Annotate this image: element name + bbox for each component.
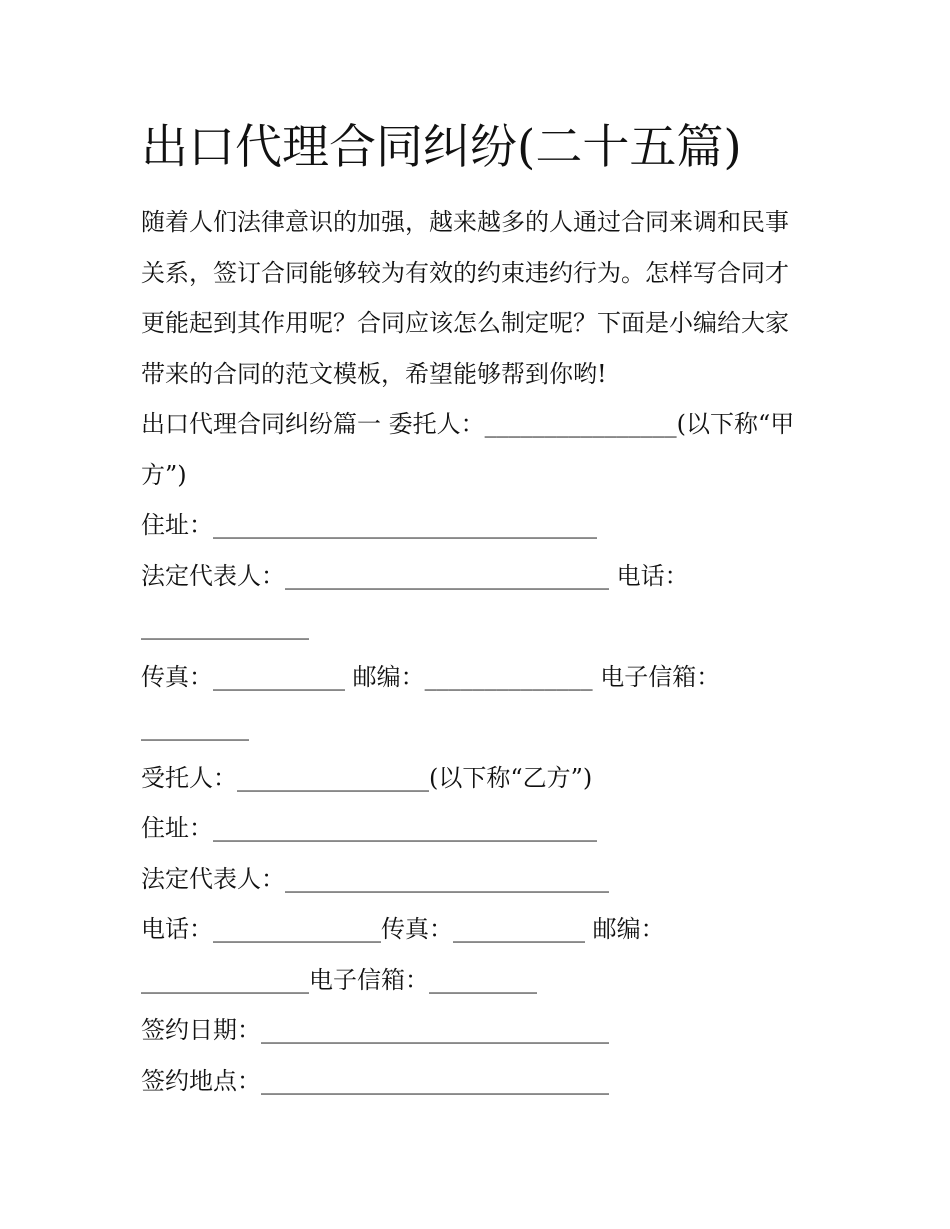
- client-email-blank: _________: [141, 713, 249, 741]
- intro-line: 带来的合同的范文模板，希望能够帮到你哟!: [141, 359, 607, 388]
- client-address-line: 住址：________________________________: [141, 511, 597, 539]
- agent-email-line: ______________电子信箱：_________: [141, 965, 537, 994]
- intro-line: 随着人们法律意识的加强，越来越多的人通过合同来调和民事: [141, 208, 789, 236]
- document-title: 出口代理合同纠纷(二十五篇): [141, 120, 742, 175]
- intro-line: 关系，签订合同能够较为有效的约束违约行为。怎样写合同才: [141, 258, 789, 287]
- agent-line: 受托人：________________(以下称“乙方”): [141, 763, 593, 792]
- intro-line: 更能起到其作用呢？合同应该怎么制定呢？下面是小编给大家: [141, 309, 789, 337]
- client-line-cont: 方”): [141, 460, 187, 489]
- agent-address-line: 住址：________________________________: [141, 814, 597, 842]
- agent-phone-line: 电话：______________传真：___________ 邮编：: [141, 915, 665, 943]
- client-line: 出口代理合同纠纷篇一 委托人：________________(以下称“甲: [141, 410, 795, 438]
- signing-date-line: 签约日期：_____________________________: [141, 1016, 609, 1044]
- intro-paragraph: [141, 197, 813, 399]
- contract-form: [141, 399, 813, 1106]
- client-representative-line: 法定代表人：___________________________ 电话：: [141, 561, 689, 590]
- agent-representative-line: 法定代表人：___________________________: [141, 864, 609, 893]
- document-body: [141, 197, 813, 1106]
- client-fax-line: 传真：___________ 邮编：______________ 电子信箱：: [141, 662, 721, 691]
- signing-place-line: 签约地点：_____________________________: [141, 1066, 609, 1095]
- client-phone-blank: ______________: [141, 612, 309, 640]
